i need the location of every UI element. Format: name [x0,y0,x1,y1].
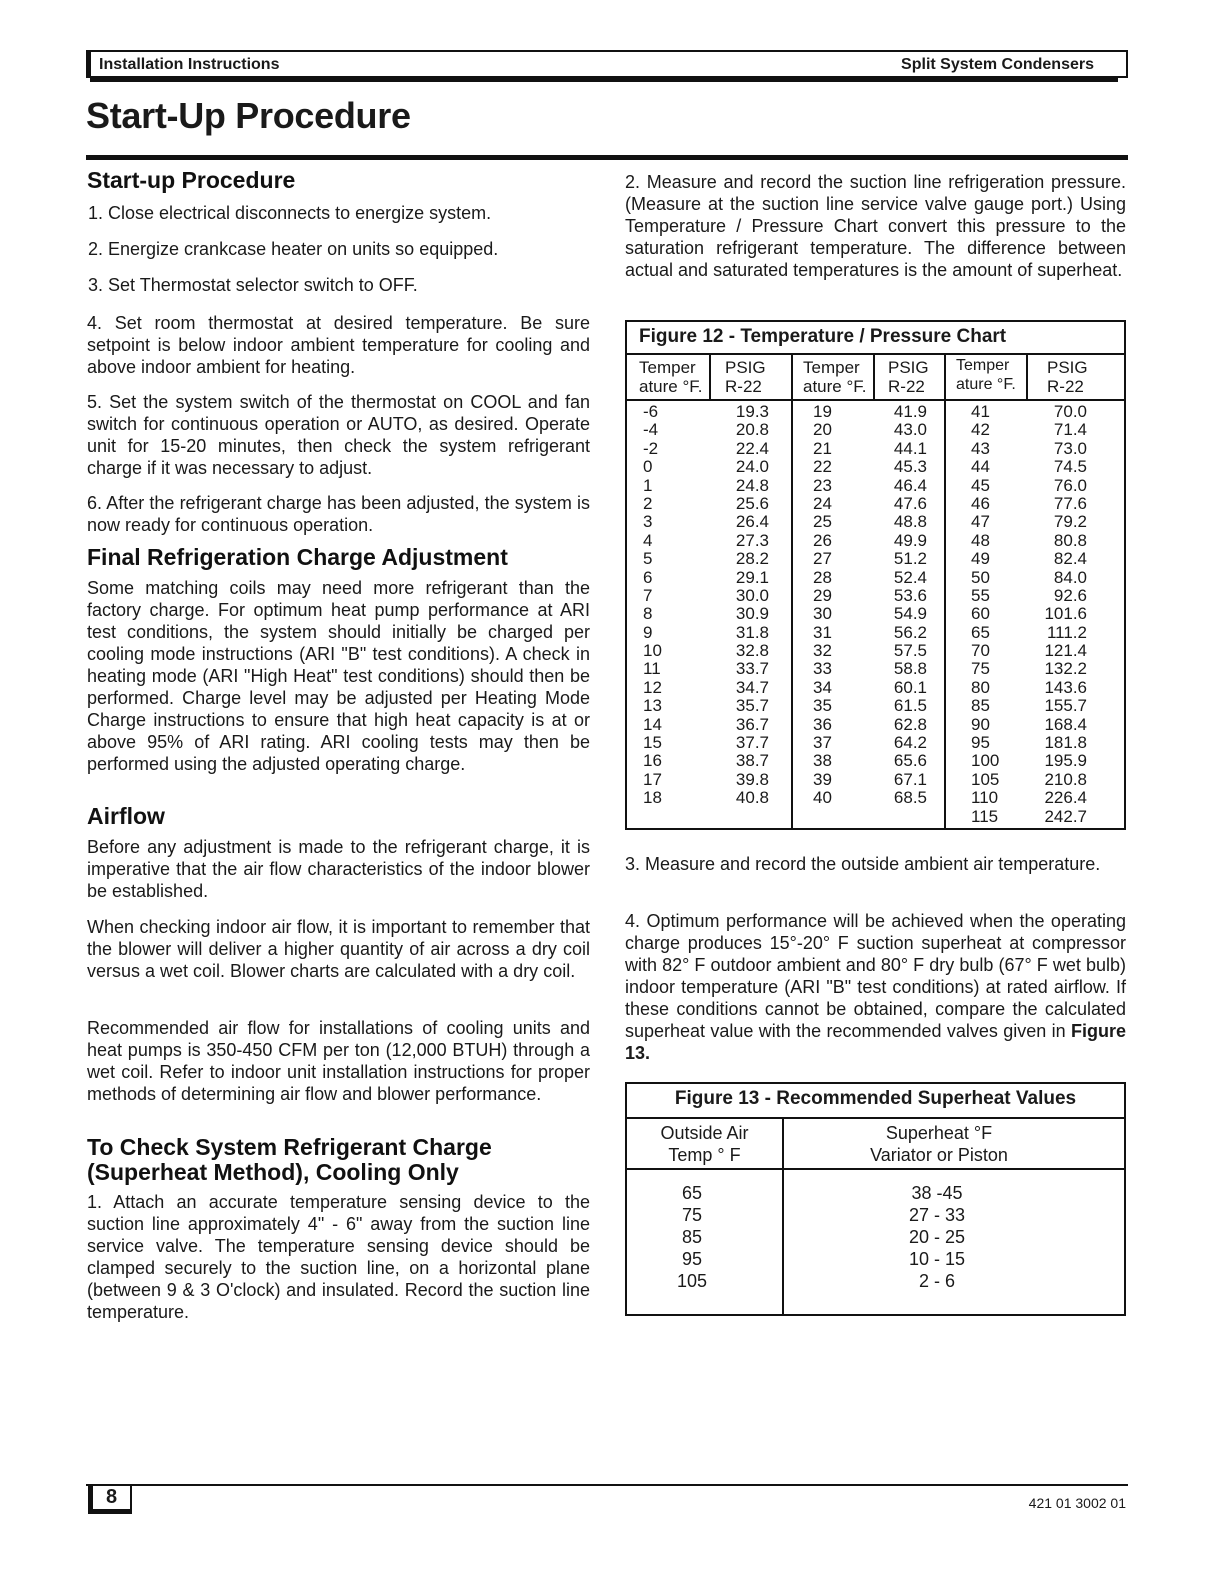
table-cell: 85 [971,696,990,716]
table-cell: 100 [971,751,1000,771]
table-cell: 32 [813,641,832,661]
heading-airflow: Airflow [87,803,165,829]
table-cell: 34.7 [735,677,769,697]
step-5: 5. Set the system switch of the thermostat on COOL and fan switch for continuous operation or AUTO, as desired. Operate unit for 15-20 minutes, then check the system refrigerant charge if it was necessary to adjust. [87,392,590,478]
table-cell: 4 [643,530,653,550]
table-cell: 34 [813,677,832,697]
table-cell: 18 [643,788,662,808]
table-cell: 14 [643,714,662,734]
table-cell: 74.5 [1053,457,1087,477]
table-cell: 92.6 [1053,585,1087,605]
table-cell: 25.6 [735,493,769,513]
table-cell: 40 [813,788,832,808]
table-cell: 47 [971,512,990,532]
table-cell: 20.8 [735,420,769,440]
table-cell: 85 [681,1227,703,1247]
table-cell: 55 [971,585,990,605]
table-cell: 101.6 [1044,604,1087,624]
table-cell: 95 [681,1249,703,1269]
table-cell: 49.9 [893,530,927,550]
header-temp-3: Temper ature °F. [956,357,1016,393]
temps-column-2 [813,403,832,808]
table-cell: 49 [971,549,990,569]
footer-rule [86,1484,1128,1486]
table-cell: 3 [643,512,653,532]
table-cell: 65.6 [893,751,927,771]
table-cell: 70.0 [1053,402,1087,421]
table-cell: 26 [813,530,832,550]
table-cell: 42 [971,420,990,440]
column-divider [944,353,946,830]
table-cell: 61.5 [893,696,927,716]
figure-13-title: Figure 13 - Recommended Superheat Values [674,1088,1077,1109]
table-cell: 44.1 [893,438,927,458]
header-left: Installation Instructions [99,56,280,73]
column-divider [709,353,711,401]
table-cell: 6 [643,567,653,587]
step-3: 3. Set Thermostat selector switch to OFF. [88,275,418,295]
check-step-4: 4. Optimum performance will be achieved when the operating charge produces 15°-20° F suction superheat at compressor with 82° F outdoor ambient and 80° F dry bulb (67° F wet bulb) indoor temperature (ARI "B" test conditions) at rated airflow. If these conditions cannot be obtained, compare the calculated superheat value with the recommended valves given in Figure 13. [625,911,1126,1063]
table-cell: 68.5 [893,788,927,808]
header-psig-3: PSIG R-22 [1047,358,1088,396]
table-cell: 38 -45 [911,1183,963,1203]
table-cell: 22 [813,457,832,477]
table-cell: 16 [643,751,662,771]
table-cell: 30 [813,604,832,624]
table-cell: 46 [971,493,990,513]
figure-13-table [625,1082,1126,1316]
table-cell: 45.3 [893,457,927,477]
final-charge-paragraph: Some matching coils may need more refrigerant than the factory charge. For optimum heat pump performance at ARI test conditions, the system should initially be charged per cooling mode instructions (ARI "B" test conditions). A check in heating mode (ARI "High Heat" test conditions) should then be performed. Charge level may be adjusted per Heating Mode Charge instructions to ensure that high heat capacity is at or above 95% of ARI rating. ARI cooling tests may then be performed using the adjusted operating charge. [87,578,590,774]
superheat-column [877,1182,997,1292]
table-cell: 70 [971,641,990,661]
table-cell: 35.7 [735,696,769,716]
table-cell: 71.4 [1053,420,1087,440]
table-cell: 25 [813,512,832,532]
table-cell: 11 [643,659,661,679]
table-cell: 50 [971,567,990,587]
table-cell: 51.2 [893,549,927,569]
table-cell: 84.0 [1053,567,1087,587]
table-cell: 53.6 [893,585,927,605]
table-cell: 19 [813,402,832,421]
page-number-box [88,1484,132,1514]
table-cell: 33.7 [735,659,769,679]
table-cell: 28 [813,567,832,587]
table-cell: 39.8 [735,769,769,789]
table-cell: 35 [813,696,832,716]
heading-startup: Start-up Procedure [87,167,296,193]
table-rule [627,1168,1124,1170]
table-cell: 57.5 [893,641,927,661]
title-rule [86,155,1128,160]
table-cell: 105 [971,769,1000,789]
table-cell: 79.2 [1053,512,1087,532]
table-cell: 226.4 [1044,788,1087,808]
table-cell: 28.2 [735,549,769,569]
table-cell: 210.8 [1044,769,1087,789]
table-cell: 12 [643,677,662,697]
table-cell: 41 [971,402,990,421]
table-cell: -2 [643,438,659,458]
table-cell: 132.2 [1044,659,1087,679]
psig-column-2 [877,403,927,808]
check-step-2: 2. Measure and record the suction line refrigeration pressure. (Measure at the suction line service valve gauge port.) Using Temperature / Pressure Chart convert this pressure to the saturation refrigerant temperature. The difference between actual and saturated temperatures is the amount of superheat. [625,172,1126,280]
table-cell: 110 [971,788,999,808]
table-cell: 76.0 [1053,475,1087,495]
table-cell: 27.3 [735,530,769,550]
table-cell: 24.0 [735,457,769,477]
table-cell: 48 [971,530,990,550]
table-rule [627,353,1124,355]
table-cell: 60 [971,604,990,624]
table-cell: 43 [971,438,990,458]
header-right: Split System Condensers [901,56,1094,73]
table-cell: 82.4 [1053,549,1087,569]
table-cell: 30.0 [735,585,769,605]
table-cell: 195.9 [1044,751,1087,771]
table-cell: 105 [676,1271,708,1291]
table-cell: 115 [971,806,999,826]
table-cell: 52.4 [893,567,927,587]
table-cell: 10 - 15 [908,1249,966,1269]
table-cell: 21 [813,438,832,458]
table-cell: 36 [813,714,832,734]
table-cell: 30.9 [735,604,769,624]
table-cell: 20 - 25 [908,1227,966,1247]
table-cell: 20 [813,420,832,440]
table-cell: 23 [813,475,832,495]
table-cell: 155.7 [1044,696,1087,716]
table-cell: 2 [643,493,653,513]
table-cell: 19.3 [735,402,769,421]
table-cell: 143.6 [1044,677,1087,697]
table-rule [627,1117,1124,1119]
step-4: 4. Set room thermostat at desired temperature. Be sure setpoint is below indoor ambient temperature for cooling and above indoor ambient for heating. [87,313,590,377]
step-2: 2. Energize crankcase heater on units so equipped. [88,239,499,259]
figure-12-table [625,320,1126,830]
table-cell: 62.8 [893,714,927,734]
heading-check-charge: To Check System Refrigerant Charge (Superheat Method), Cooling Only [87,1134,492,1185]
table-cell: 181.8 [1044,733,1087,753]
check-step-3: 3. Measure and record the outside ambient air temperature. [625,854,1101,874]
header-superheat: Superheat °F Variator or Piston [870,1123,1008,1165]
step-6: 6. After the refrigerant charge has been adjusted, the system is now ready for continuous operation. [87,493,590,535]
table-cell: 80.8 [1053,530,1087,550]
table-cell: 77.6 [1053,493,1087,513]
table-cell: 48.8 [893,512,927,532]
document-number: 421 01 3002 01 [1028,1495,1126,1511]
table-cell: 41.9 [893,402,927,421]
table-cell: 0 [643,457,653,477]
table-cell: 90 [971,714,990,734]
table-cell: 7 [643,585,653,605]
table-cell: 168.4 [1044,714,1087,734]
running-header [86,50,1128,78]
table-cell: 38 [813,751,832,771]
table-cell: 13 [643,696,662,716]
psig-column-3 [1037,403,1087,826]
column-divider [1026,353,1028,401]
table-cell: -6 [643,402,659,421]
table-cell: 67.1 [893,769,927,789]
header-shadow [90,76,1118,82]
table-cell: 242.7 [1044,806,1087,826]
step-1: 1. Close electrical disconnects to energize system. [88,203,492,223]
table-cell: 56.2 [893,622,927,642]
table-cell: 15 [643,733,662,753]
table-cell: 32.8 [735,641,769,661]
table-cell: 29 [813,585,832,605]
header-outside-air: Outside Air Temp ° F [660,1123,749,1165]
table-cell: 24 [813,493,832,513]
table-cell: 2 - 6 [918,1271,956,1291]
outside-temp-column [657,1182,727,1292]
header-temp-2: Temper ature °F. [803,358,867,396]
page-title: Start-Up Procedure [86,95,411,136]
table-cell: 44 [971,457,990,477]
table-cell: 31.8 [735,622,769,642]
table-cell: 111.2 [1046,622,1087,642]
table-cell: 121.4 [1044,641,1087,661]
table-cell: 36.7 [735,714,769,734]
table-cell: 10 [643,641,662,661]
table-cell: 65 [681,1183,703,1203]
table-cell: 38.7 [735,751,769,771]
header-temp-1: Temper ature °F. [639,358,703,396]
table-cell: 27 - 33 [908,1205,966,1225]
table-cell: 64.2 [893,733,927,753]
heading-final-charge: Final Refrigeration Charge Adjustment [87,544,508,570]
figure-12-title: Figure 12 - Temperature / Pressure Chart [639,326,1007,347]
table-cell: 95 [971,733,990,753]
table-cell: 54.9 [893,604,927,624]
check-step-1: 1. Attach an accurate temperature sensing device to the suction line approximately 4" - 6" away from the suction line service valve. The temperature sensing device should be clamped securely to the suction line, on a horizontal plane (between 9 & 3 O'clock) and insulated. Record the suction line temperature. [87,1192,590,1322]
table-cell: 1 [643,475,653,495]
table-cell: 37.7 [735,733,769,753]
table-cell: 24.8 [735,475,769,495]
table-cell: 75 [681,1205,703,1225]
airflow-paragraph-1: Before any adjustment is made to the refrigerant charge, it is imperative that the air flow characteristics of the indoor blower be established. [87,837,590,901]
table-cell: 58.8 [893,659,927,679]
table-cell: 27 [813,549,832,569]
table-cell: 37 [813,733,832,753]
table-cell: 9 [643,622,653,642]
table-cell: 43.0 [893,420,927,440]
table-cell: 40.8 [735,788,769,808]
table-cell: 46.4 [893,475,927,495]
table-cell: -4 [643,420,659,440]
page-number: 8 [105,1486,118,1508]
temps-column-3 [971,403,999,826]
table-cell: 80 [971,677,990,697]
table-cell: 65 [971,622,990,642]
column-divider [873,353,875,401]
table-cell: 26.4 [735,512,769,532]
column-divider [791,353,793,830]
header-psig-2: PSIG R-22 [888,358,929,396]
table-cell: 39 [813,769,832,789]
header-psig-1: PSIG R-22 [725,358,766,396]
table-cell: 22.4 [735,438,769,458]
table-cell: 47.6 [893,493,927,513]
airflow-paragraph-2: When checking indoor air flow, it is important to remember that the blower will deliver a higher quantity of air across a dry coil versus a wet coil. Blower charts are calculated with a dry coil. [87,917,590,981]
temps-column-1 [643,403,662,808]
table-cell: 33 [813,659,832,679]
table-rule [627,399,1124,401]
table-cell: 29.1 [735,567,769,587]
table-cell: 8 [643,604,653,624]
table-cell: 17 [643,769,662,789]
table-cell: 60.1 [893,677,927,697]
table-cell: 75 [971,659,990,679]
psig-column-1 [717,403,769,808]
table-cell: 31 [813,622,832,642]
table-cell: 45 [971,475,990,495]
airflow-paragraph-3: Recommended air flow for installations of cooling units and heat pumps is 350-450 CFM per ton (12,000 BTUH) through a wet coil. Refer to indoor unit installation instructions for proper methods of determining air flow and blower performance. [87,1018,590,1104]
table-cell: 73.0 [1053,438,1087,458]
table-cell: 5 [643,549,653,569]
